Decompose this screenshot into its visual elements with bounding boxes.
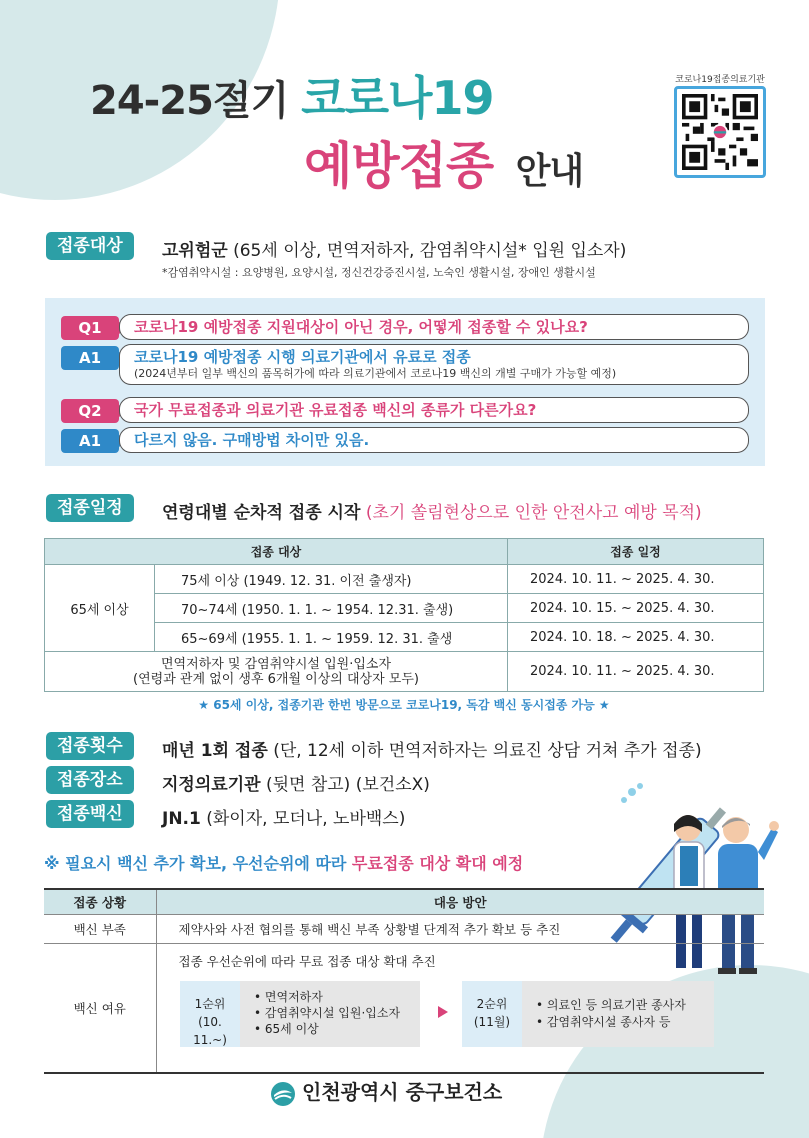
qa-answer-2: 다르지 않음. 구매방법 차이만 있음. bbox=[119, 427, 749, 453]
page-title-line2 bbox=[304, 126, 583, 198]
response-header-plan: 대응 방안 bbox=[156, 889, 764, 914]
response-header-situation: 접종 상황 bbox=[44, 889, 156, 914]
schedule-date-cell: 2024. 10. 18. ~ 2025. 4. 30. bbox=[508, 623, 764, 652]
footer-org: 인천광역시 중구보건소 bbox=[270, 1076, 502, 1107]
qr-label: 코로나19접종의료기관 bbox=[675, 75, 765, 85]
table-row bbox=[45, 565, 764, 594]
schedule-target-cell: 75세 이상 (1949. 12. 31. 이전 출생자) bbox=[155, 565, 508, 594]
qa-tag-q1: Q1 bbox=[61, 316, 119, 340]
schedule-badge: 접종일정 bbox=[46, 494, 134, 522]
place-badge: 접종장소 bbox=[46, 766, 134, 794]
qr-code[interactable] bbox=[674, 86, 766, 178]
expansion-notice: ※ 필요시 백신 추가 확보, 우선순위에 따라 무료접종 대상 확대 예정 bbox=[44, 854, 524, 873]
vaccine-badge: 접종백신 bbox=[46, 800, 134, 828]
priority1-rank: 1순위 (10. 11.~) bbox=[180, 981, 240, 1047]
qa-question-1: 코로나19 예방접종 지원대상이 아닌 경우, 어떻게 접종할 수 있나요? bbox=[119, 314, 749, 340]
schedule-text bbox=[162, 498, 702, 523]
schedule-table bbox=[44, 538, 764, 692]
target-note: *감염취약시설 : 요양병원, 요양시설, 정신건강증진시설, 노숙인 생활시설, 장애인 생활시설 bbox=[162, 266, 596, 279]
target-rest: (65세 이상, 면역저하자, 감염취약시설* 입원 입소자) bbox=[233, 241, 627, 261]
qa-tag-a1: A1 bbox=[61, 346, 119, 370]
schedule-date-cell: 2024. 10. 15. ~ 2025. 4. 30. bbox=[508, 594, 764, 623]
qa-answer-1 bbox=[119, 344, 749, 385]
priority1-items: • 면역저하자 • 감염취약시설 입원·입소자 • 65세 이상 bbox=[240, 981, 420, 1047]
count-text: 매년 1회 접종 (단, 12세 이하 면역저하자는 의료진 상담 거쳐 추가 접종) bbox=[162, 741, 702, 761]
schedule-target-cell: 65~69세 (1955. 1. 1. ~ 1959. 12. 31. 출생 bbox=[155, 623, 508, 652]
health-center-logo-icon bbox=[270, 1081, 296, 1107]
schedule-header-target: 접종 대상 bbox=[45, 539, 508, 565]
table-row bbox=[45, 652, 764, 692]
schedule-header-date: 접종 일정 bbox=[508, 539, 764, 565]
title-covid: 코로나19 bbox=[301, 71, 494, 125]
title-vaccination: 예방접종 bbox=[304, 137, 494, 195]
target-badge: 접종대상 bbox=[46, 232, 134, 260]
star-note: ★ 65세 이상, 접종기관 한번 방문으로 코로나19, 독감 백신 동시접종 가능 ★ bbox=[198, 698, 610, 712]
qa-tag-q2: Q2 bbox=[61, 399, 119, 423]
qa-question-2: 국가 무료접종과 의료기관 유료접종 백신의 종류가 다른가요? bbox=[119, 397, 749, 423]
table-row: 백신 부족 제약사와 사전 협의를 통해 백신 부족 상황별 단계적 추가 확보 등 추진 bbox=[44, 914, 764, 943]
table-row: 백신 여유 접종 우선순위에 따라 무료 접종 대상 확대 추진 bbox=[44, 943, 764, 1073]
count-badge: 접종횟수 bbox=[46, 732, 134, 760]
schedule-last-target: 면역저하자 및 감염취약시설 입원·입소자 (연령과 관계 없이 생후 6개월 이상의 대상자 모두) bbox=[45, 652, 508, 692]
qa-answer-1-sub: (2024년부터 일부 백신의 품목허가에 따라 의료기관에서 코로나19 백신의 개별 구매가 가능할 예정) bbox=[134, 367, 617, 380]
schedule-date-cell: 2024. 10. 11. ~ 2025. 4. 30. bbox=[508, 565, 764, 594]
schedule-target-cell: 70~74세 (1950. 1. 1. ~ 1954. 12.31. 출생) bbox=[155, 594, 508, 623]
qa-tag-a2: A1 bbox=[61, 429, 119, 453]
schedule-group-label: 65세 이상 bbox=[45, 565, 155, 652]
place-text: 지정의료기관 (뒷면 참고) (보건소X) bbox=[162, 775, 430, 795]
title-guide: 안내 bbox=[515, 151, 584, 192]
schedule-date-cell: 2024. 10. 11. ~ 2025. 4. 30. bbox=[508, 652, 764, 692]
page-title-line1 bbox=[90, 62, 493, 128]
priority2-rank: 2순위 (11월) bbox=[462, 981, 522, 1047]
schedule-accent: (초기 쏠림현상으로 인한 안전사고 예방 목적) bbox=[365, 503, 702, 523]
arrow-right-icon bbox=[438, 1006, 448, 1018]
target-text bbox=[162, 236, 626, 261]
priority2-items: • 의료인 등 의료기관 종사자 • 감염취약시설 종사자 등 bbox=[522, 981, 714, 1047]
qr-code-icon bbox=[682, 94, 758, 170]
title-season: 24-25절기 bbox=[90, 78, 289, 124]
qa-answer-1-text: 코로나19 예방접종 시행 의료기관에서 유료로 접종 bbox=[134, 348, 471, 366]
target-bold: 고위험군 bbox=[162, 241, 228, 261]
qa-panel bbox=[45, 298, 765, 466]
vaccine-text: JN.1 (화이자, 모더나, 노바백스) bbox=[162, 809, 406, 829]
schedule-bold: 연령대별 순차적 접종 시작 bbox=[162, 503, 361, 523]
